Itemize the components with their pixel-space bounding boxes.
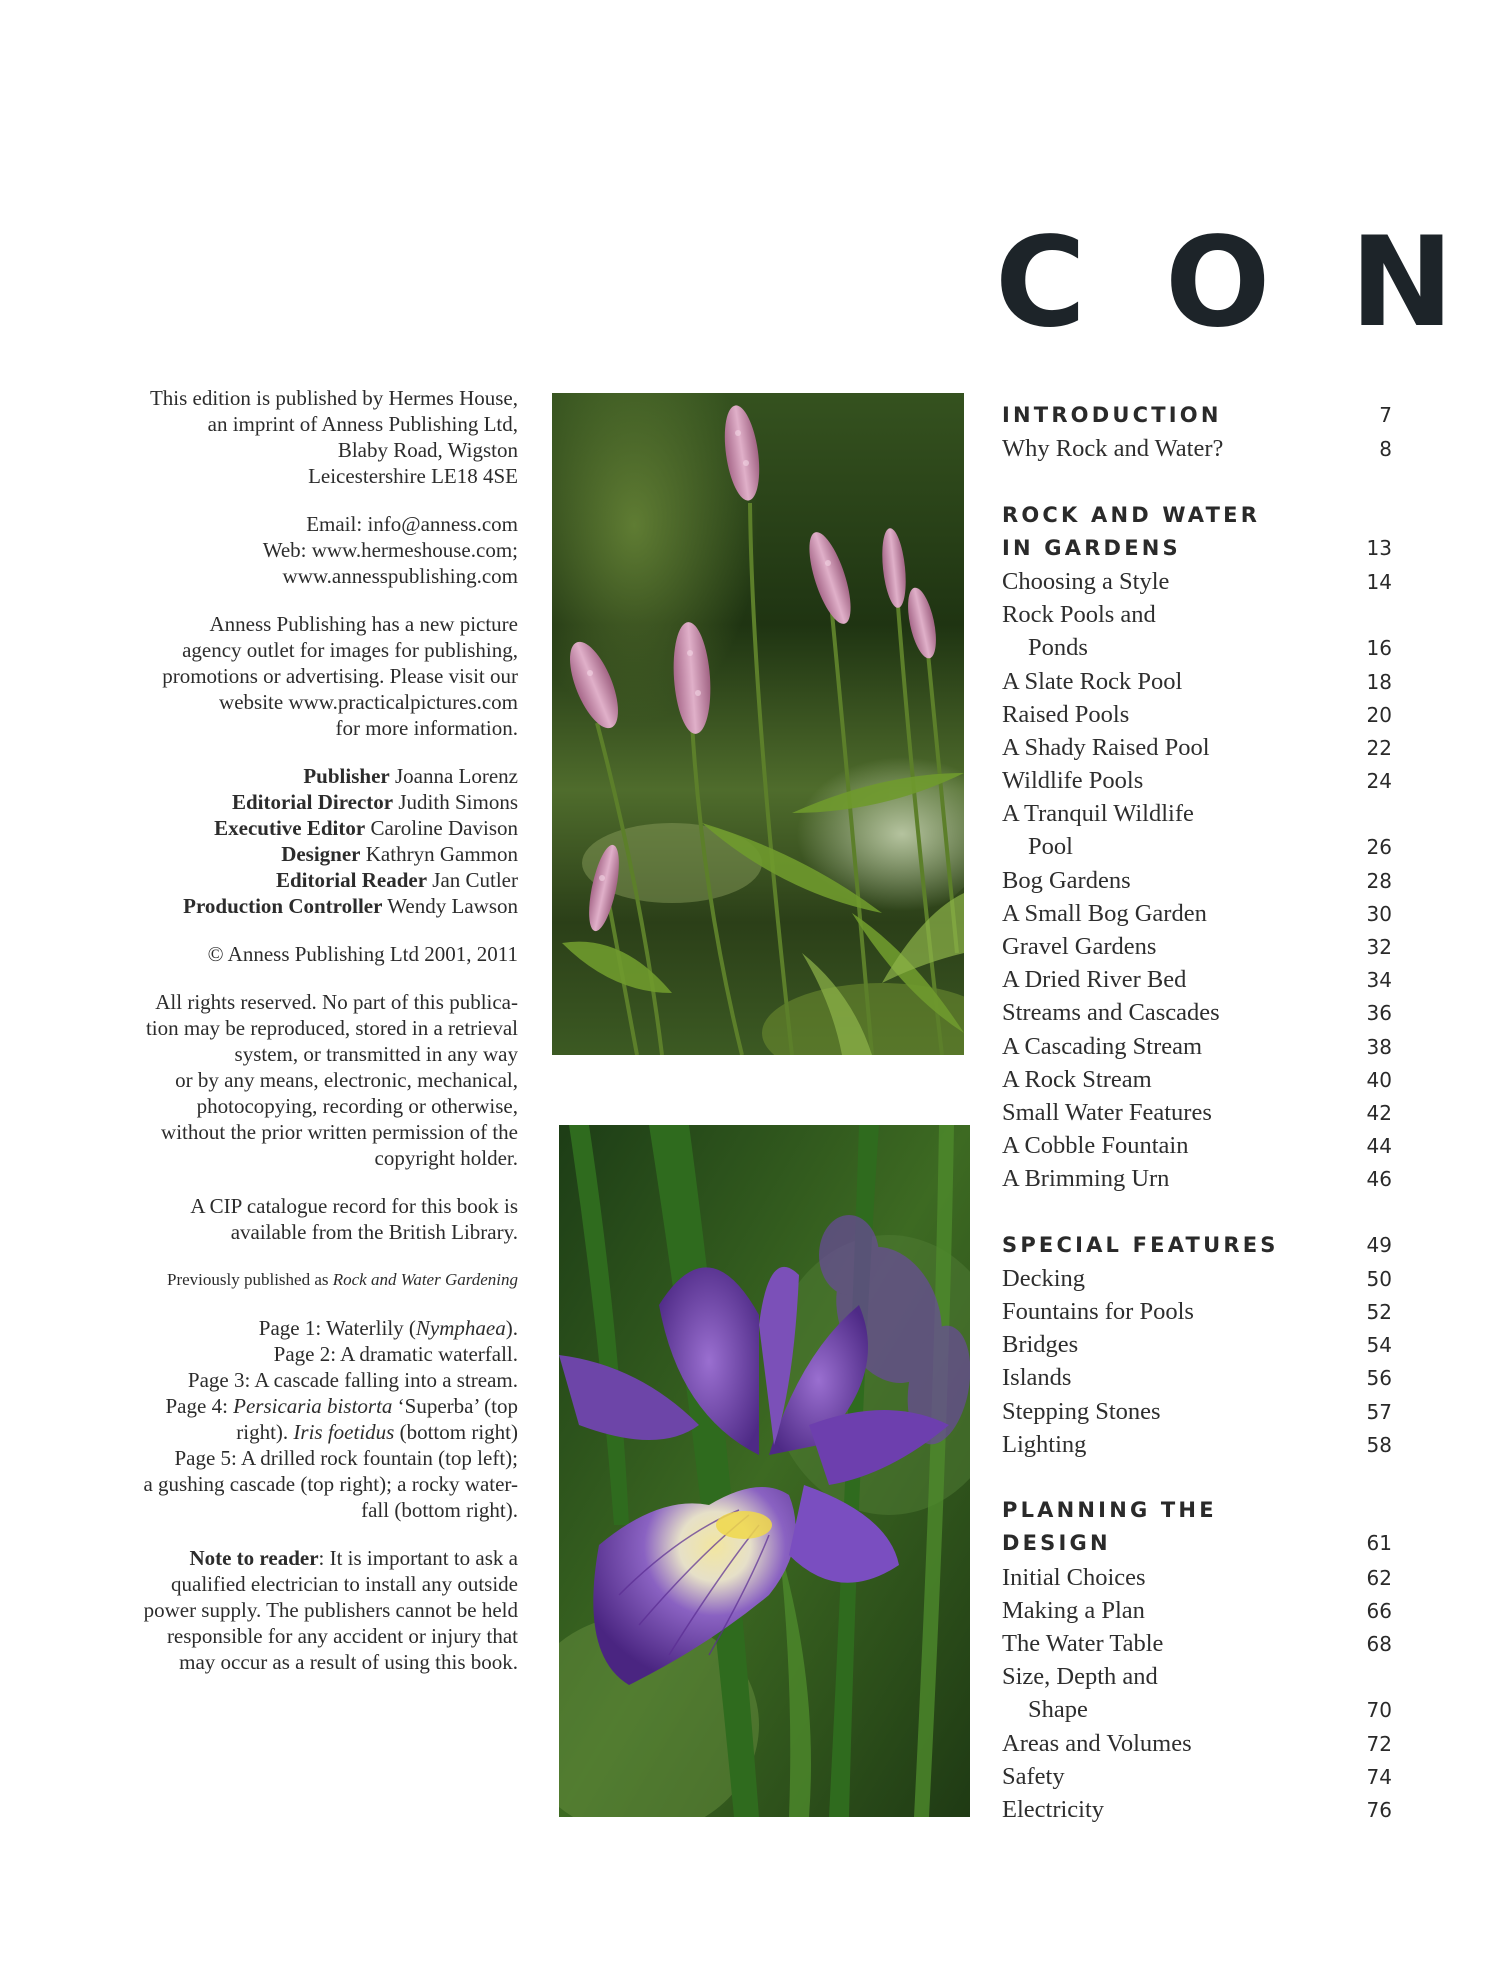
toc-page-number: 32 [1366, 935, 1392, 959]
picture-captions [60, 1315, 518, 1523]
toc-entry-label: A Cobble Fountain [1002, 1132, 1189, 1160]
title-letter-o: O [1165, 218, 1271, 348]
toc-page-number: 72 [1366, 1731, 1392, 1756]
title-letter-n: N [1350, 218, 1454, 348]
caption-line: Page 2: A dramatic waterfall. [273, 1342, 518, 1366]
toc-page-number: 66 [1366, 1598, 1392, 1623]
caption-species: Persicaria bistorta [233, 1394, 393, 1418]
caption-text: ‘Superba’ (top [392, 1394, 518, 1418]
caption-text: right). [236, 1420, 294, 1444]
toc-entry [1002, 1262, 1392, 1295]
toc-page-number: 8 [1379, 437, 1392, 462]
toc-page-number: 52 [1366, 1300, 1392, 1325]
toc-entry-label: Islands [1002, 1364, 1072, 1392]
toc-page-number: 46 [1366, 1167, 1392, 1192]
contact-line: Web: www.hermeshouse.com; [262, 538, 518, 562]
toc-entry-label: Shape [1028, 1696, 1088, 1724]
credit-line [60, 763, 518, 789]
toc-section-heading [1002, 1527, 1392, 1560]
toc-heading-label: IN GARDENS [1002, 535, 1181, 560]
toc-entry-label: Fountains for Pools [1002, 1298, 1194, 1326]
caption-line: Page 5: A drilled rock fountain (top left); [174, 1446, 518, 1470]
toc-page-number: 54 [1366, 1333, 1392, 1358]
toc-entry-label: Areas and Volumes [1002, 1729, 1192, 1757]
previously-published [60, 1267, 518, 1293]
credit-line [60, 893, 518, 919]
rights-line: or by any means, electronic, mechanical, [175, 1068, 518, 1092]
bistort-photo [552, 393, 964, 1055]
toc-page-number: 28 [1366, 868, 1392, 893]
toc-entry [1002, 698, 1392, 731]
credit-name: Jan Cutler [432, 868, 518, 892]
toc-entry-label: Stepping Stones [1002, 1397, 1161, 1425]
rights-notice [60, 989, 518, 1171]
contents-title [995, 218, 1500, 348]
credit-line [60, 867, 518, 893]
toc-page-number: 18 [1366, 669, 1392, 694]
bistort-illustration [552, 393, 964, 1055]
toc-entry [1002, 731, 1392, 764]
toc-entry [1002, 565, 1392, 598]
toc-page-number: 34 [1366, 968, 1392, 993]
toc-entry [1002, 897, 1392, 930]
toc-entry [1002, 1162, 1392, 1195]
agency-line: Anness Publishing has a new picture [209, 612, 518, 636]
contact-line: www.annesspublishing.com [282, 564, 518, 588]
address-line: an imprint of Anness Publishing Ltd, [207, 412, 518, 436]
note-to-reader [60, 1545, 518, 1675]
toc-page-number: 7 [1379, 403, 1392, 427]
toc-entry-label: A Small Bog Garden [1002, 899, 1207, 927]
cip-line: A CIP catalogue record for this book is [190, 1194, 518, 1218]
cip-record [60, 1193, 518, 1245]
toc-page-number: 30 [1366, 901, 1392, 926]
rights-line: system, or transmitted in any way [234, 1042, 518, 1066]
toc-entry-label: Size, Depth and [1002, 1663, 1158, 1691]
credit-line [60, 841, 518, 867]
toc-heading-label: SPECIAL FEATURES [1002, 1232, 1279, 1257]
toc-entry-label: Raised Pools [1002, 700, 1130, 728]
caption-species: Iris foetidus [293, 1420, 395, 1444]
toc-page-number: 70 [1366, 1698, 1392, 1723]
cip-line: available from the British Library. [230, 1220, 518, 1244]
address-line: Blaby Road, Wigston [337, 438, 518, 462]
toc-spacer [1002, 1196, 1392, 1229]
toc-entry [1002, 1594, 1392, 1627]
toc-section-heading [1002, 499, 1392, 532]
toc-entry-label: Gravel Gardens [1002, 933, 1157, 960]
toc-entry-label: Bog Gardens [1002, 866, 1131, 894]
contact-line: Email: info@anness.com [306, 512, 518, 536]
credit-line [60, 815, 518, 841]
toc-page-number: 14 [1366, 569, 1392, 594]
toc-entry [1002, 1129, 1392, 1162]
toc-entry [1002, 1395, 1392, 1428]
iris-photo [559, 1125, 970, 1817]
toc-spacer [1002, 465, 1392, 498]
toc-page-number: 13 [1366, 535, 1392, 560]
toc-entry [1002, 432, 1392, 465]
toc-entry-label: Initial Choices [1002, 1563, 1146, 1591]
toc-page-number: 44 [1366, 1134, 1392, 1159]
credit-role: Production Controller [183, 894, 383, 918]
toc-entry-label: Small Water Features [1002, 1098, 1212, 1126]
toc-page-number: 20 [1366, 702, 1392, 727]
toc-entry-label: Bridges [1002, 1331, 1079, 1359]
toc-entry-label: Safety [1002, 1762, 1065, 1790]
toc-entry [1002, 1693, 1392, 1726]
toc-entry [1002, 1328, 1392, 1361]
toc-page-number: 38 [1366, 1034, 1392, 1059]
rights-line: tion may be reproduced, stored in a retrieval [145, 1016, 518, 1040]
toc-page-number: 56 [1366, 1366, 1392, 1391]
agency-line: promotions or advertising. Please visit our [162, 664, 518, 688]
address-line: Leicestershire LE18 4SE [308, 464, 518, 488]
toc-heading-label: INTRODUCTION [1002, 403, 1222, 427]
toc-entry [1002, 1361, 1392, 1394]
toc-page-number: 76 [1366, 1797, 1392, 1822]
toc-entry-label: Rock Pools and [1002, 601, 1156, 629]
toc-entry [1002, 631, 1392, 664]
credit-name: Caroline Davison [370, 816, 518, 840]
toc-heading-label: ROCK AND WATER [1002, 502, 1261, 527]
toc-entry [1002, 764, 1392, 797]
rights-line: without the prior written permission of the [161, 1120, 518, 1144]
caption-line [60, 1419, 518, 1445]
agency-line: website www.practicalpictures.com [219, 690, 518, 714]
toc-page-number: 26 [1366, 835, 1392, 860]
caption-text: Page 1: Waterlily ( [258, 1316, 416, 1340]
toc-entry [1002, 1760, 1392, 1793]
toc-entry-label: Streams and Cascades [1002, 999, 1220, 1027]
toc-page-number: 42 [1366, 1100, 1392, 1125]
toc-section-heading [1002, 1494, 1392, 1527]
toc-page-number: 61 [1366, 1531, 1392, 1556]
rights-line: All rights reserved. No part of this publica- [155, 990, 518, 1014]
caption-line: fall (bottom right). [361, 1498, 518, 1522]
imprint-column [60, 385, 518, 1697]
address-line: This edition is published by Hermes House, [149, 386, 518, 410]
toc-entry-label: A Slate Rock Pool [1002, 667, 1183, 695]
toc-entry [1002, 1660, 1392, 1693]
rights-line: copyright holder. [374, 1146, 518, 1170]
toc-entry [1002, 864, 1392, 897]
publisher-address [60, 385, 518, 489]
toc-entry-label: The Water Table [1002, 1629, 1164, 1657]
toc-entry-label: A Dried River Bed [1002, 966, 1187, 994]
toc-entry-label: A Rock Stream [1002, 1065, 1152, 1093]
toc-page-number: 49 [1366, 1232, 1392, 1257]
toc-page-number: 16 [1366, 636, 1392, 661]
toc-heading-label: DESIGN [1002, 1531, 1111, 1556]
credit-line [60, 789, 518, 815]
toc-entry-label: Wildlife Pools [1002, 767, 1144, 795]
toc-entry-label: Ponds [1028, 634, 1088, 662]
toc-entry-label: Decking [1002, 1264, 1085, 1292]
caption-text: Page 4: [165, 1394, 234, 1418]
credits-block [60, 763, 518, 919]
toc-entry [1002, 1428, 1392, 1461]
toc-entry [1002, 1793, 1392, 1826]
toc-section-heading [1002, 532, 1392, 565]
caption-text: ). [505, 1316, 518, 1340]
toc-entry-label: Electricity [1002, 1795, 1105, 1823]
credit-role: Designer [281, 842, 361, 866]
note-line: responsible for any accident or injury that [166, 1624, 518, 1648]
previously-prefix: Previously published as [167, 1270, 333, 1289]
note-label: Note to reader [189, 1546, 319, 1570]
toc-page-number: 36 [1366, 1001, 1392, 1026]
toc-page-number: 40 [1366, 1067, 1392, 1092]
toc-entry [1002, 1030, 1392, 1063]
toc-heading-label: PLANNING THE [1002, 1498, 1217, 1523]
toc-page-number: 57 [1366, 1399, 1392, 1424]
toc-page-number: 74 [1366, 1764, 1392, 1789]
note-line: may occur as a result of using this book. [179, 1650, 518, 1674]
toc-entry-label: Lighting [1002, 1430, 1087, 1458]
credit-name: Kathryn Gammon [365, 842, 518, 866]
caption-line [60, 1315, 518, 1341]
toc-page-number: 24 [1366, 769, 1392, 794]
toc-entry [1002, 930, 1392, 963]
toc-entry [1002, 996, 1392, 1029]
picture-agency-note [60, 611, 518, 741]
toc-entry [1002, 830, 1392, 863]
toc-entry [1002, 665, 1392, 698]
toc-page-number: 22 [1366, 735, 1392, 760]
toc-entry-label: A Shady Raised Pool [1002, 733, 1210, 761]
toc-entry-label: Why Rock and Water? [1002, 435, 1224, 463]
note-line [60, 1545, 518, 1571]
agency-line: agency outlet for images for publishing, [182, 638, 518, 662]
contents-list [1002, 399, 1392, 1826]
note-text: : It is important to ask a [318, 1546, 518, 1570]
toc-entry [1002, 1063, 1392, 1096]
toc-entry-label: A Brimming Urn [1002, 1165, 1170, 1193]
credit-role: Editorial Director [231, 790, 394, 814]
credit-role: Executive Editor [214, 816, 366, 840]
credit-role: Publisher [303, 764, 390, 788]
toc-entry [1002, 1295, 1392, 1328]
toc-entry [1002, 598, 1392, 631]
caption-text: (bottom right) [394, 1420, 518, 1444]
toc-entry [1002, 1096, 1392, 1129]
toc-entry-label: A Cascading Stream [1002, 1032, 1203, 1060]
toc-entry-label: Pool [1028, 833, 1073, 861]
toc-section-heading [1002, 399, 1392, 432]
credit-name: Wendy Lawson [387, 894, 518, 918]
rights-line: photocopying, recording or otherwise, [196, 1094, 518, 1118]
toc-entry [1002, 1627, 1392, 1660]
toc-entry [1002, 797, 1392, 830]
toc-page-number: 58 [1366, 1432, 1392, 1457]
toc-entry-label: A Tranquil Wildlife [1002, 800, 1194, 828]
note-line: qualified electrician to install any outside [171, 1572, 518, 1596]
toc-entry [1002, 963, 1392, 996]
iris-illustration [559, 1125, 970, 1817]
note-line: power supply. The publishers cannot be held [143, 1598, 518, 1622]
credit-name: Joanna Lorenz [394, 764, 518, 788]
toc-page-number: 50 [1366, 1266, 1392, 1291]
toc-entry-label: Choosing a Style [1002, 567, 1170, 595]
toc-entry [1002, 1727, 1392, 1760]
toc-section-heading [1002, 1229, 1392, 1262]
copyright-line: © Anness Publishing Ltd 2001, 2011 [207, 942, 518, 966]
caption-species: Nymphaea [415, 1316, 506, 1340]
toc-entry [1002, 1561, 1392, 1594]
caption-line [60, 1393, 518, 1419]
toc-page-number: 68 [1366, 1631, 1392, 1656]
caption-line: Page 3: A cascade falling into a stream. [187, 1368, 518, 1392]
toc-page-number: 62 [1366, 1565, 1392, 1590]
publisher-contact [60, 511, 518, 589]
toc-spacer [1002, 1461, 1392, 1494]
title-letter-c: C [995, 218, 1087, 348]
caption-line: a gushing cascade (top right); a rocky water- [143, 1472, 518, 1496]
toc-entry-label: Making a Plan [1002, 1596, 1145, 1624]
credit-name: Judith Simons [398, 790, 518, 814]
credit-role: Editorial Reader [275, 868, 428, 892]
previous-title: Rock and Water Gardening [332, 1270, 518, 1289]
agency-line: for more information. [335, 716, 518, 740]
